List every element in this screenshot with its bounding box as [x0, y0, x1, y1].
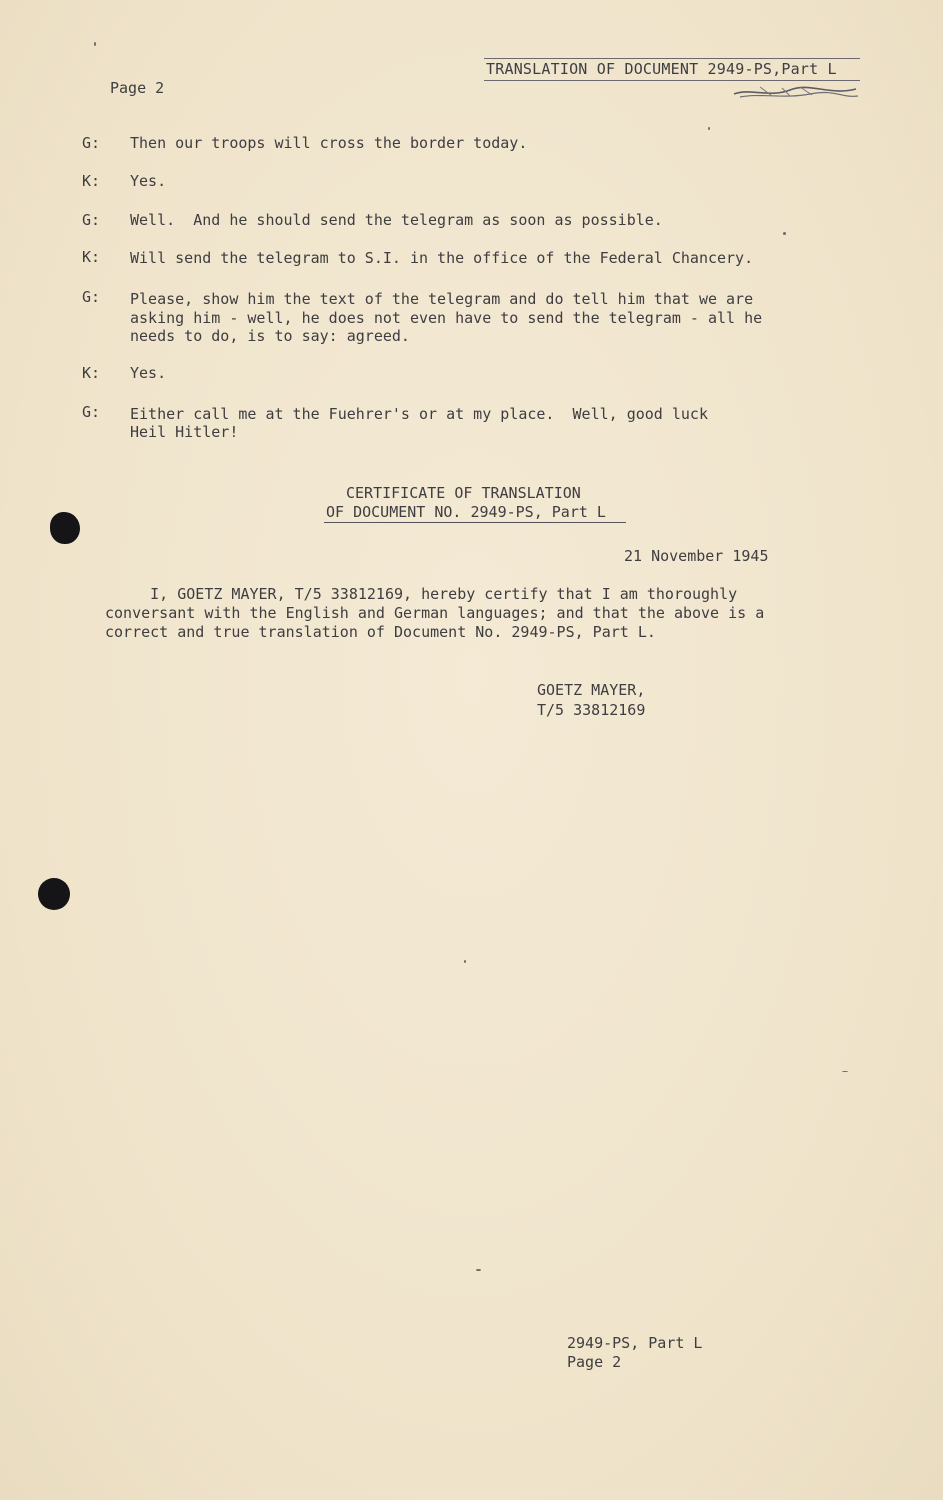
speaker-label: G:: [82, 288, 101, 306]
certificate-title: CERTIFICATE OF TRANSLATION: [346, 484, 581, 502]
footer-doc-ref: 2949-PS, Part L: [567, 1334, 703, 1352]
speaker-label: K:: [82, 364, 101, 382]
certificate-body-line: correct and true translation of Document No. 2949-PS, Part L.: [105, 623, 656, 641]
dialogue-line: Yes.: [130, 172, 167, 190]
header-rule-top: [484, 58, 860, 59]
speaker-label: K:: [82, 248, 101, 266]
footer-page: Page 2: [567, 1353, 622, 1371]
speaker-label: K:: [82, 172, 101, 190]
paper-speck: [708, 127, 710, 130]
certificate-body-line: I, GOETZ MAYER, T/5 33812169, hereby certify that I am thoroughly: [105, 585, 738, 603]
dialogue-line: Yes.: [130, 364, 167, 382]
dialogue-line: Then our troops will cross the border today.: [130, 134, 528, 152]
speaker-label: G:: [82, 211, 101, 229]
signature-id: T/5 33812169: [537, 701, 646, 719]
paper-speck: [94, 42, 96, 46]
stamp-scribble-icon: [730, 84, 860, 100]
dialogue-line: Well. And he should send the telegram as soon as possible.: [130, 211, 663, 229]
page-number: Page 2: [110, 79, 165, 97]
certificate-date: 21 November 1945: [624, 547, 769, 565]
speaker-label: G:: [82, 134, 101, 152]
paper-speck: [842, 1071, 848, 1072]
speaker-label: G:: [82, 403, 101, 421]
dialogue-line: Please, show him the text of the telegram and do tell him that we are: [130, 290, 754, 308]
certificate-body-line: conversant with the English and German languages; and that the above is a: [105, 604, 765, 622]
punch-hole-icon: [50, 512, 80, 544]
dialogue-line: Will send the telegram to S.I. in the office of the Federal Chancery.: [130, 249, 754, 267]
dialogue-line: asking him - well, he does not even have to send the telegram - all he: [130, 309, 763, 327]
dialogue-line: Heil Hitler!: [130, 423, 239, 441]
certificate-subtitle: OF DOCUMENT NO. 2949-PS, Part L: [326, 503, 606, 521]
signature-name: GOETZ MAYER,: [537, 681, 646, 699]
certificate-underline: [324, 522, 626, 523]
paper-speck: [783, 232, 786, 235]
dialogue-line: needs to do, is to say: agreed.: [130, 327, 410, 345]
punch-hole-icon: [38, 878, 70, 910]
dialogue-line: Either call me at the Fuehrer's or at my place. Well, good luck: [130, 405, 708, 423]
paper-speck: [476, 1269, 481, 1271]
paper-speck: [464, 960, 466, 963]
document-title: TRANSLATION OF DOCUMENT 2949-PS,Part L: [486, 60, 837, 78]
header-rule-bottom: [484, 80, 860, 81]
